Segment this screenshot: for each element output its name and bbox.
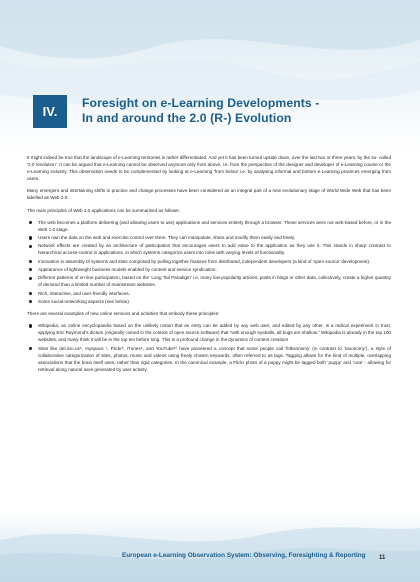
section-title — [82, 96, 382, 126]
section-title-line-2: In and around the 2.0 (R-) Evolution — [82, 111, 292, 125]
list-item: Innovation in assembly of systems and sites composed by pulling together features from distributed, independent developers (a kind of ‘open source’ development). — [27, 258, 391, 265]
bullet-icon — [29, 221, 32, 224]
section-number-badge — [33, 95, 67, 128]
bullet-icon — [29, 236, 32, 239]
bullet-icon — [29, 277, 32, 280]
principles-list — [27, 219, 391, 305]
list-item: Wikipedia, an online encyclopaedia based on the unlikely notion that an entry can be added by any web user, and edited by any other, is a radical experiment in trust, applying Eric Raymond’s dictum (originally coined in the context of open source software) that “with enough eyeballs, all bugs are shallow.” Wikipedia is already in the top 100 websites, and many think it will be in the top ten before long. This is a profound change in the dynamics of content creation! — [27, 322, 391, 343]
main-content — [27, 154, 391, 378]
bullet-icon — [29, 347, 32, 350]
list-item: The web becomes a platform delivering (and allowing users to use) applications and services entirely through a browser. These services were not web-based before, or in the Web 1.0 stage. — [27, 219, 391, 233]
bullet-icon — [29, 324, 32, 327]
paragraph: The main principles of Web 2.0 applications can be summarised as follows: — [27, 207, 180, 213]
list-item: Sites like del.icio.us⁶, myspace ⁷, Flickr⁸, iTunes⁹, and YouTube¹⁰ have pioneered a concept that some people call ‘folksonomy’ (in contrast to ‘taxonomy’), a style of collaborative categorization of sites, photos, music and videos using freely chosen keywords, often referred to as tags. Tagging allows for the kind of multiple, overlapping associations that the brain itself uses, rather than rigid categories. In the canonical example, a Flickr photo of a puppy might be tagged both ‘puppy’ and ‘cute’ - allowing for retrieval along natural axes generated by user activity. — [27, 345, 391, 373]
examples-list — [27, 322, 391, 373]
bullet-icon — [29, 292, 32, 295]
section-number: IV. — [42, 104, 58, 119]
paragraph: Many emergent and intertwining shifts in practice and change processes have been considered as an integral part of a new evolutionary stage of World Wide Web that has been labelled as Web 2.0. — [27, 188, 391, 201]
list-item: Different patterns of on-line participation, based on the ‘Long Tail Paradigm’ i.e. many low-popularity articles, posts in blogs or other data, collectively, create a higher quantity of demand than a limited number of mainstream websites. — [27, 274, 391, 288]
section-title-line-1: Foresight on e-Learning Developments - — [82, 96, 320, 110]
bullet-icon — [29, 260, 32, 263]
footer-decoration — [0, 510, 420, 582]
list-item: Users own the data on the web and exercise control over them. They can manipulate, share and modify them easily and freely. — [27, 234, 391, 241]
page-number: 11 — [379, 555, 386, 561]
list-item: Network effects are created by an architecture of participation that encourages users to add value to the application as they use it. This stands in sharp contrast to hierarchical access-control in applications, in which systems categorize users into roles with varying levels of functionality. — [27, 242, 391, 256]
footer-wave-graphic — [0, 510, 420, 582]
paragraph: It might indeed be true that the landscape of e-Learning territories is rather differentiated. And yet it has been turned upside down, over the last two or three years, by the so- called ‘2.0 revolution’. It can be argued that e-Learning cannot be observed anymore only from above, i.e. from the perspective of the designer and developer of e-Learning course or the e-Learning industry. This observation needs to be complemented by looking at e-Learning ‘from below’ i.e. by analysing informal and bottom e-Learning practices emerging from users. — [27, 155, 391, 182]
list-item: Appearance of lightweight business models enabled by content and service syndication. — [27, 266, 391, 273]
footer-title: European e-Learning Observation System: Observing, Foresighting & Reporting — [122, 552, 366, 559]
list-item: Some social-networking aspects (see below). — [27, 298, 391, 305]
paragraph: There are several examples of new online services and activities that embody these principles: — [27, 311, 220, 316]
bullet-icon — [29, 245, 32, 248]
list-item: Rich, interactive, and user-friendly interfaces. — [27, 290, 391, 297]
bullet-icon — [29, 268, 32, 271]
bullet-icon — [29, 300, 32, 303]
